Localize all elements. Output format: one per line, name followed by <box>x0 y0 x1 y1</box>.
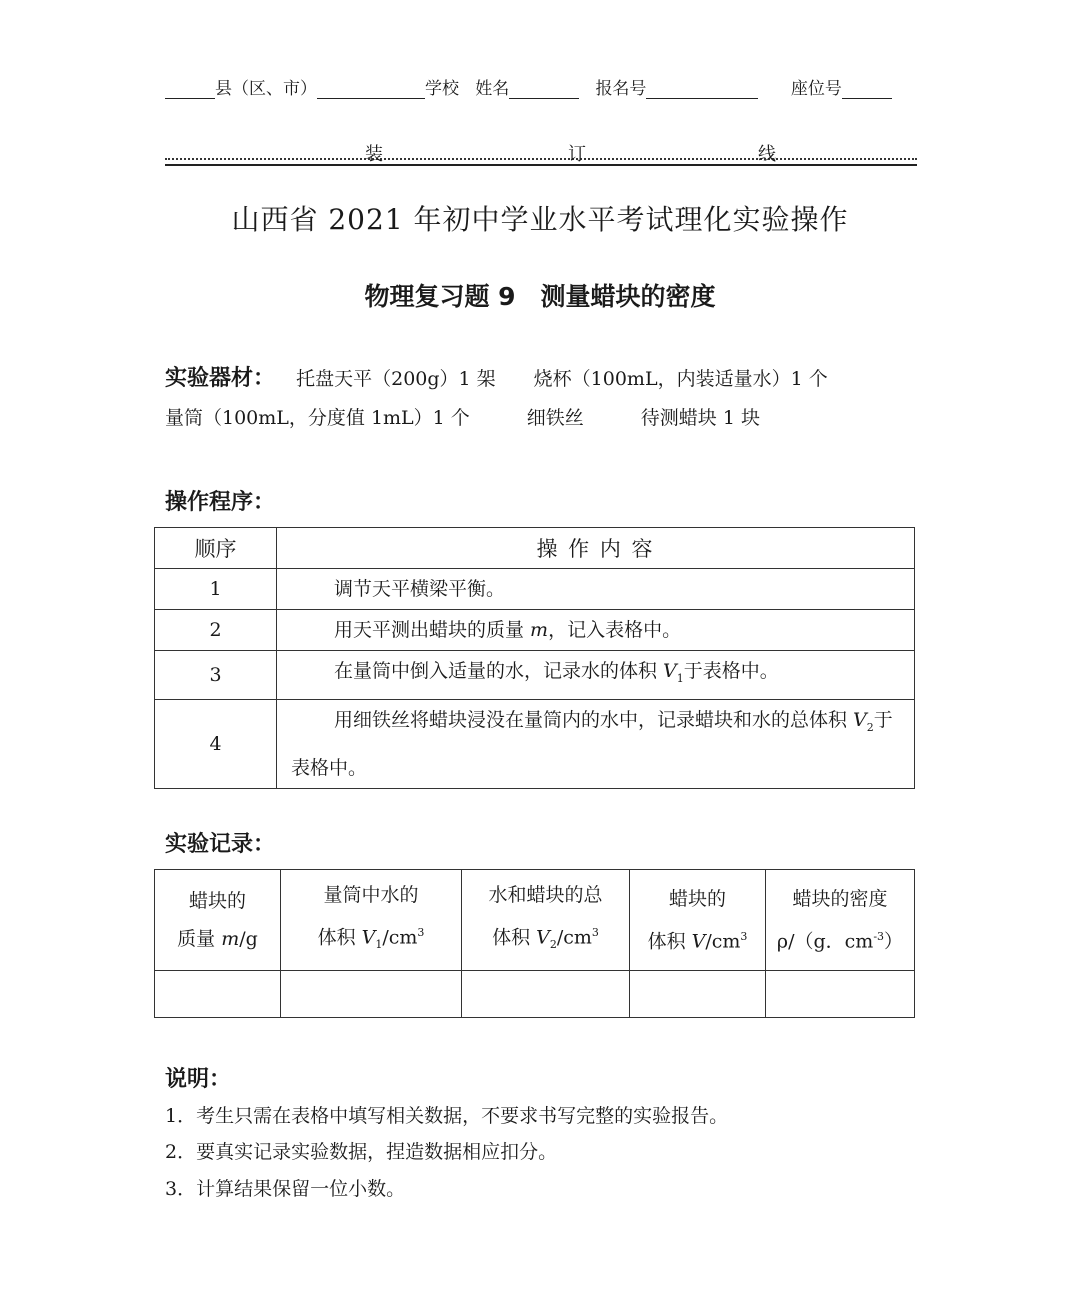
step-number: 4 <box>155 699 277 788</box>
step-content <box>277 651 915 700</box>
variable-v: V <box>691 930 706 953</box>
variable-m: m <box>221 928 240 951</box>
header-water-volume <box>281 870 462 971</box>
header-line: 水和蜡块的总 <box>488 884 603 906</box>
header-line <box>766 918 914 960</box>
unit-text: /cm <box>556 926 592 949</box>
step-text: ，记入表格中。 <box>548 619 682 641</box>
step-text: 调节天平横梁平衡。 <box>334 578 506 600</box>
seat-no-blank[interactable] <box>842 80 892 99</box>
step-number: 3 <box>155 651 277 700</box>
header-line: 量筒中水的 <box>323 884 419 906</box>
page-subtitle: 物理复习题 9 测量蜡块的密度 <box>364 282 716 311</box>
binding-line <box>165 140 917 166</box>
reg-no-label: 报名号 <box>595 79 647 99</box>
county-blank[interactable] <box>165 80 215 99</box>
header-text: 体积 <box>647 930 692 953</box>
step-text: 于表格中。 <box>291 708 893 779</box>
header-line <box>155 920 280 958</box>
col-order-header: 顺序 <box>155 528 277 569</box>
note-item: 2．要真实记录实验数据，捏造数据相应扣分。 <box>165 1141 558 1163</box>
county-label: 县（区、市） <box>215 79 317 99</box>
wax-volume-input-cell[interactable] <box>630 971 766 1018</box>
step-content <box>277 569 915 610</box>
table-row <box>155 699 915 788</box>
density-input-cell[interactable] <box>766 971 915 1018</box>
variable-m: m <box>530 619 549 641</box>
total-volume-input-cell[interactable] <box>462 971 630 1018</box>
binding-char-1: 装 <box>365 144 383 165</box>
table-row <box>155 651 915 700</box>
header-line <box>462 914 629 964</box>
step-content <box>277 699 915 788</box>
procedure-label: 操作程序： <box>165 490 276 515</box>
unit-text: /cm <box>382 926 418 949</box>
header-text: ρ/（g．cm <box>776 930 874 953</box>
variable-subscript: 2 <box>866 720 874 734</box>
step-text: 在量筒中倒入适量的水，记录水的体积 <box>334 660 664 682</box>
step-number: 2 <box>155 610 277 651</box>
unit-text: /g <box>239 928 258 951</box>
exam-info-line <box>165 74 925 99</box>
school-blank[interactable] <box>317 80 425 99</box>
header-wax-volume <box>630 870 766 971</box>
variable-v: V <box>361 926 376 949</box>
table-header-row <box>155 870 915 971</box>
page-title: 山西省 2021 年初中学业水平考试理化实验操作 <box>231 203 849 236</box>
header-line: 蜡块的密度 <box>792 887 888 910</box>
header-density <box>766 870 915 971</box>
variable-v: V <box>663 660 677 682</box>
header-total-volume <box>462 870 630 971</box>
reg-no-blank[interactable] <box>646 80 758 99</box>
variable-subscript: 2 <box>549 938 557 952</box>
water-volume-input-cell[interactable] <box>281 971 462 1018</box>
step-content <box>277 610 915 651</box>
col-content-header: 操 作 内 容 <box>277 528 915 569</box>
binding-char-3: 线 <box>758 144 776 165</box>
record-label: 实验记录： <box>165 832 276 857</box>
mass-input-cell[interactable] <box>155 971 281 1018</box>
unit-text: /cm <box>705 930 741 953</box>
variable-v: V <box>536 926 550 949</box>
table-row <box>155 971 915 1018</box>
equipment-line-2: 量筒（100mL，分度值 1mL）1 个 细铁丝 待测蜡块 1 块 <box>165 407 760 429</box>
dotted-divider <box>165 158 917 160</box>
variable-subscript: 1 <box>375 938 383 952</box>
solid-divider <box>165 164 917 166</box>
table-row <box>155 610 915 651</box>
table-header-row <box>155 528 915 569</box>
header-line <box>630 918 765 960</box>
equipment-line-1: 托盘天平（200g）1 架 烧杯（100mL，内装适量水）1 个 <box>296 368 828 390</box>
binding-char-2: 订 <box>568 144 586 165</box>
step-text: 用细铁丝将蜡块浸没在量筒内的水中，记录蜡块和水的总体积 <box>334 708 854 731</box>
header-line <box>281 914 461 964</box>
variable-v: V <box>853 708 867 731</box>
name-label: 姓名 <box>475 79 510 99</box>
unit-exponent: 3 <box>591 926 599 939</box>
unit-exponent: 3 <box>740 929 748 943</box>
variable-subscript: 1 <box>676 671 684 685</box>
procedure-table <box>154 527 915 789</box>
header-text: 体积 <box>317 926 362 949</box>
note-item: 3．计算结果保留一位小数。 <box>165 1178 406 1200</box>
header-line: 蜡块的 <box>668 887 726 910</box>
record-table <box>154 869 915 1018</box>
notes-label: 说明： <box>165 1067 232 1092</box>
unit-exponent: 3 <box>417 926 425 939</box>
step-text: 用天平测出蜡块的质量 <box>334 619 531 641</box>
header-text: 质量 <box>177 928 222 951</box>
header-mass <box>155 870 281 971</box>
table-row <box>155 569 915 610</box>
header-text: ） <box>884 930 904 953</box>
note-item: 1．考生只需在表格中填写相关数据，不要求书写完整的实验报告。 <box>165 1105 729 1127</box>
header-line: 蜡块的 <box>188 890 246 913</box>
school-label: 学校 <box>425 79 459 99</box>
step-number: 1 <box>155 569 277 610</box>
unit-exponent: -3 <box>873 929 885 943</box>
header-text: 体积 <box>492 926 537 949</box>
name-blank[interactable] <box>509 80 579 99</box>
equipment-section <box>165 361 828 392</box>
seat-no-label: 座位号 <box>790 79 842 99</box>
equipment-label: 实验器材： <box>165 366 276 391</box>
step-text: 于表格中。 <box>683 660 779 682</box>
